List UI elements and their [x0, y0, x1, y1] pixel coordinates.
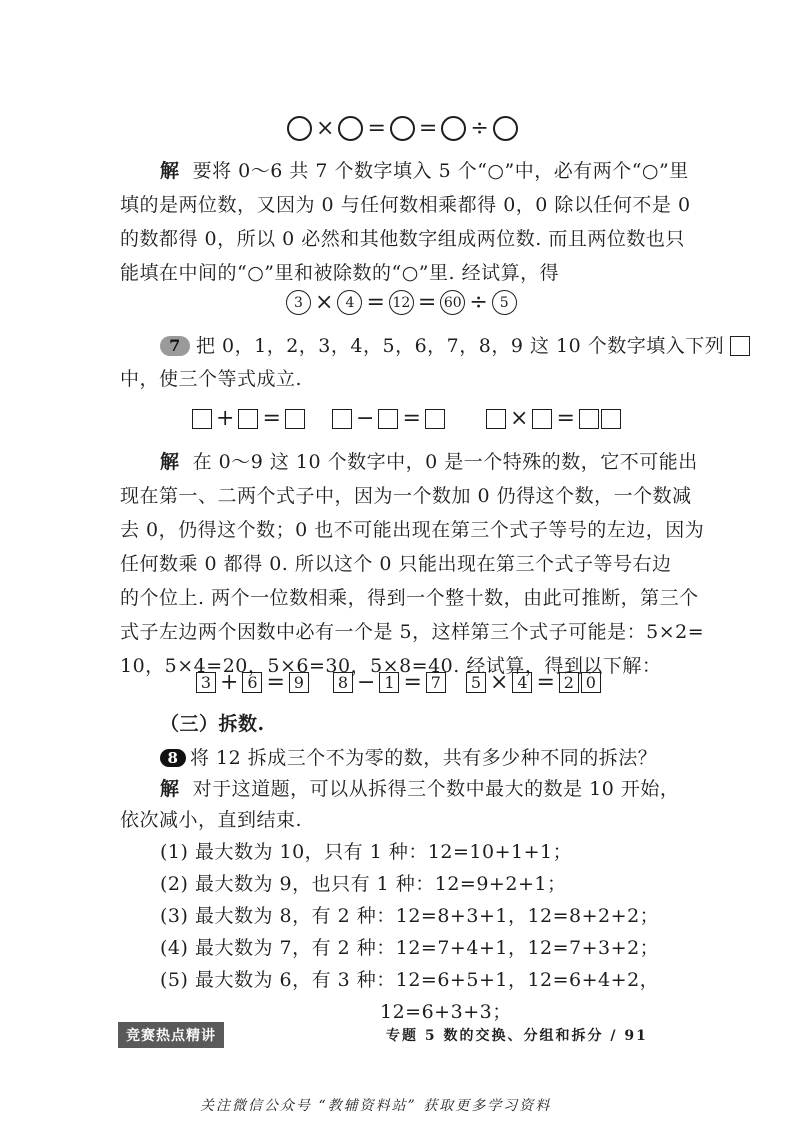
text: 要将 0～6 共 7 个数字填入 5 个“○”中，必有两个“○”里	[192, 160, 689, 182]
solution-label: 解	[160, 778, 180, 800]
list-item: (5) 最大数为 6，有 3 种：12=6+5+1，12=6+4+2，	[160, 969, 660, 991]
blank-square	[579, 409, 599, 429]
top-equation	[287, 116, 518, 141]
solution-label: 解	[160, 160, 180, 182]
boxed-number: 4	[512, 672, 532, 693]
footer-series-label: 竞赛热点精讲	[118, 1022, 224, 1048]
solution6-line4: 能填在中间的“○”里和被除数的“○”里. 经试算，得	[120, 262, 560, 284]
answer6-equation	[286, 290, 517, 315]
text: 将 12 拆成三个不为零的数，共有多少种不同的拆法？	[190, 747, 658, 769]
blank-circle	[390, 116, 415, 141]
equals-sign: =	[367, 116, 386, 141]
blank-square	[730, 336, 750, 356]
equals-sign: =	[556, 406, 575, 431]
boxed-number: 6	[242, 672, 262, 693]
solution7-line7: 10，5×4=20，5×6=30，5×8=40. 经试算，得到以下解：	[120, 655, 662, 677]
solution6-line3: 的数都得 0，所以 0 必然和其他数字组成两位数. 而且两位数也只	[120, 228, 685, 250]
circled-number: 60	[440, 290, 465, 315]
list-item: (3) 最大数为 8，有 2 种：12=8+3+1，12=8+2+2；	[160, 905, 660, 927]
blank-square	[378, 409, 398, 429]
problem-number-badge: 7	[160, 336, 190, 356]
plus-sign: +	[216, 406, 235, 431]
equation7-sub	[332, 406, 445, 431]
section-heading: （三）拆数.	[160, 713, 265, 735]
problem7-line2: 中，使三个等式成立.	[120, 368, 303, 390]
blank-square	[532, 409, 552, 429]
equals-sign: =	[417, 290, 437, 315]
problem-number-badge: 8	[160, 749, 186, 767]
equation7-add	[192, 406, 305, 431]
problem8	[160, 745, 657, 771]
boxed-number: 9	[289, 672, 309, 693]
equals-sign: =	[262, 406, 281, 431]
text: 把 0，1，2，3，4，5，6，7，8，9 这 10 个数字填入下列	[196, 335, 725, 357]
solution7-line5: 的个位上. 两个一位数相乘，得到一个整十数，由此可推断，第三个	[120, 587, 699, 609]
circled-number: 4	[337, 290, 362, 315]
equals-sign: =	[403, 670, 422, 695]
blank-square	[425, 409, 445, 429]
solution8-line1	[160, 776, 679, 802]
divide-sign: ÷	[469, 290, 488, 315]
solution6-line2: 填的是两位数，又因为 0 与任何数相乘都得 0，0 除以任何不是 0	[120, 194, 691, 216]
text: 在 0～9 这 10 个数字中，0 是一个特殊的数，它不可能出	[192, 451, 698, 473]
plus-sign: +	[220, 670, 239, 695]
times-sign: ×	[510, 406, 529, 431]
blank-square	[285, 409, 305, 429]
equals-sign: =	[366, 290, 385, 315]
blank-circle	[287, 116, 312, 141]
circled-number: 3	[286, 290, 311, 315]
equals-sign: =	[418, 116, 438, 141]
answer7-add	[196, 670, 309, 695]
blank-square	[238, 409, 258, 429]
blank-circle	[493, 116, 518, 141]
list-item: (2) 最大数为 9，也只有 1 种：12=9+2+1；	[160, 873, 567, 895]
equals-sign: =	[536, 670, 555, 695]
solution7-line3: 去 0，仍得这个数；0 也不可能出现在第三个式子等号的左边，因为	[120, 519, 705, 541]
times-sign: ×	[315, 290, 334, 315]
watermark-text: 关注微信公众号 “教辅资料站” 获取更多学习资料	[200, 1098, 552, 1114]
boxed-number: 2	[559, 672, 579, 693]
minus-sign: −	[356, 406, 375, 431]
equation7-mul	[486, 406, 621, 431]
answer7-mul	[466, 670, 601, 695]
blank-circle	[338, 116, 363, 141]
blank-square	[192, 409, 212, 429]
blank-square	[486, 409, 506, 429]
equals-sign: =	[266, 670, 285, 695]
equals-sign: =	[402, 406, 421, 431]
solution6-line1	[160, 158, 689, 184]
solution7-line2: 现在第一、二两个式子中，因为一个数加 0 仍得这个数，一个数减	[120, 485, 692, 507]
boxed-number: 0	[581, 672, 601, 693]
solution8-line2: 依次减小，直到结束.	[120, 809, 303, 831]
footer-chapter-page: 专题 5 数的交换、分组和拆分 / 91	[386, 1028, 648, 1044]
solution7-line1	[160, 449, 698, 475]
boxed-number: 1	[379, 672, 399, 693]
solution7-line6: 式子左边两个因数中必有一个是 5，这样第三个式子可能是：5×2=	[120, 621, 705, 643]
minus-sign: −	[357, 670, 376, 695]
times-sign: ×	[316, 116, 335, 141]
times-sign: ×	[490, 670, 509, 695]
blank-circle	[441, 116, 466, 141]
blank-square	[332, 409, 352, 429]
list-item-continuation: 12=6+3+3；	[380, 1001, 512, 1023]
circled-number: 12	[389, 290, 414, 315]
boxed-number: 7	[426, 672, 446, 693]
boxed-number: 5	[466, 672, 486, 693]
divide-sign: ÷	[470, 116, 489, 141]
list-item: (1) 最大数为 10，只有 1 种：12=10+1+1；	[160, 841, 573, 863]
solution7-line4: 任何数乘 0 都得 0. 所以这个 0 只能出现在第三个式子等号右边	[120, 553, 672, 575]
boxed-number: 8	[333, 672, 353, 693]
text: 对于这道题，可以从拆得三个数中最大的数是 10 开始，	[192, 778, 680, 800]
circled-number: 5	[492, 290, 517, 315]
blank-square	[601, 409, 621, 429]
answer7-sub	[333, 670, 446, 695]
problem7-line1	[160, 333, 750, 359]
boxed-number: 3	[196, 672, 216, 693]
list-item: (4) 最大数为 7，有 2 种：12=7+4+1，12=7+3+2；	[160, 937, 660, 959]
solution-label: 解	[160, 451, 180, 473]
